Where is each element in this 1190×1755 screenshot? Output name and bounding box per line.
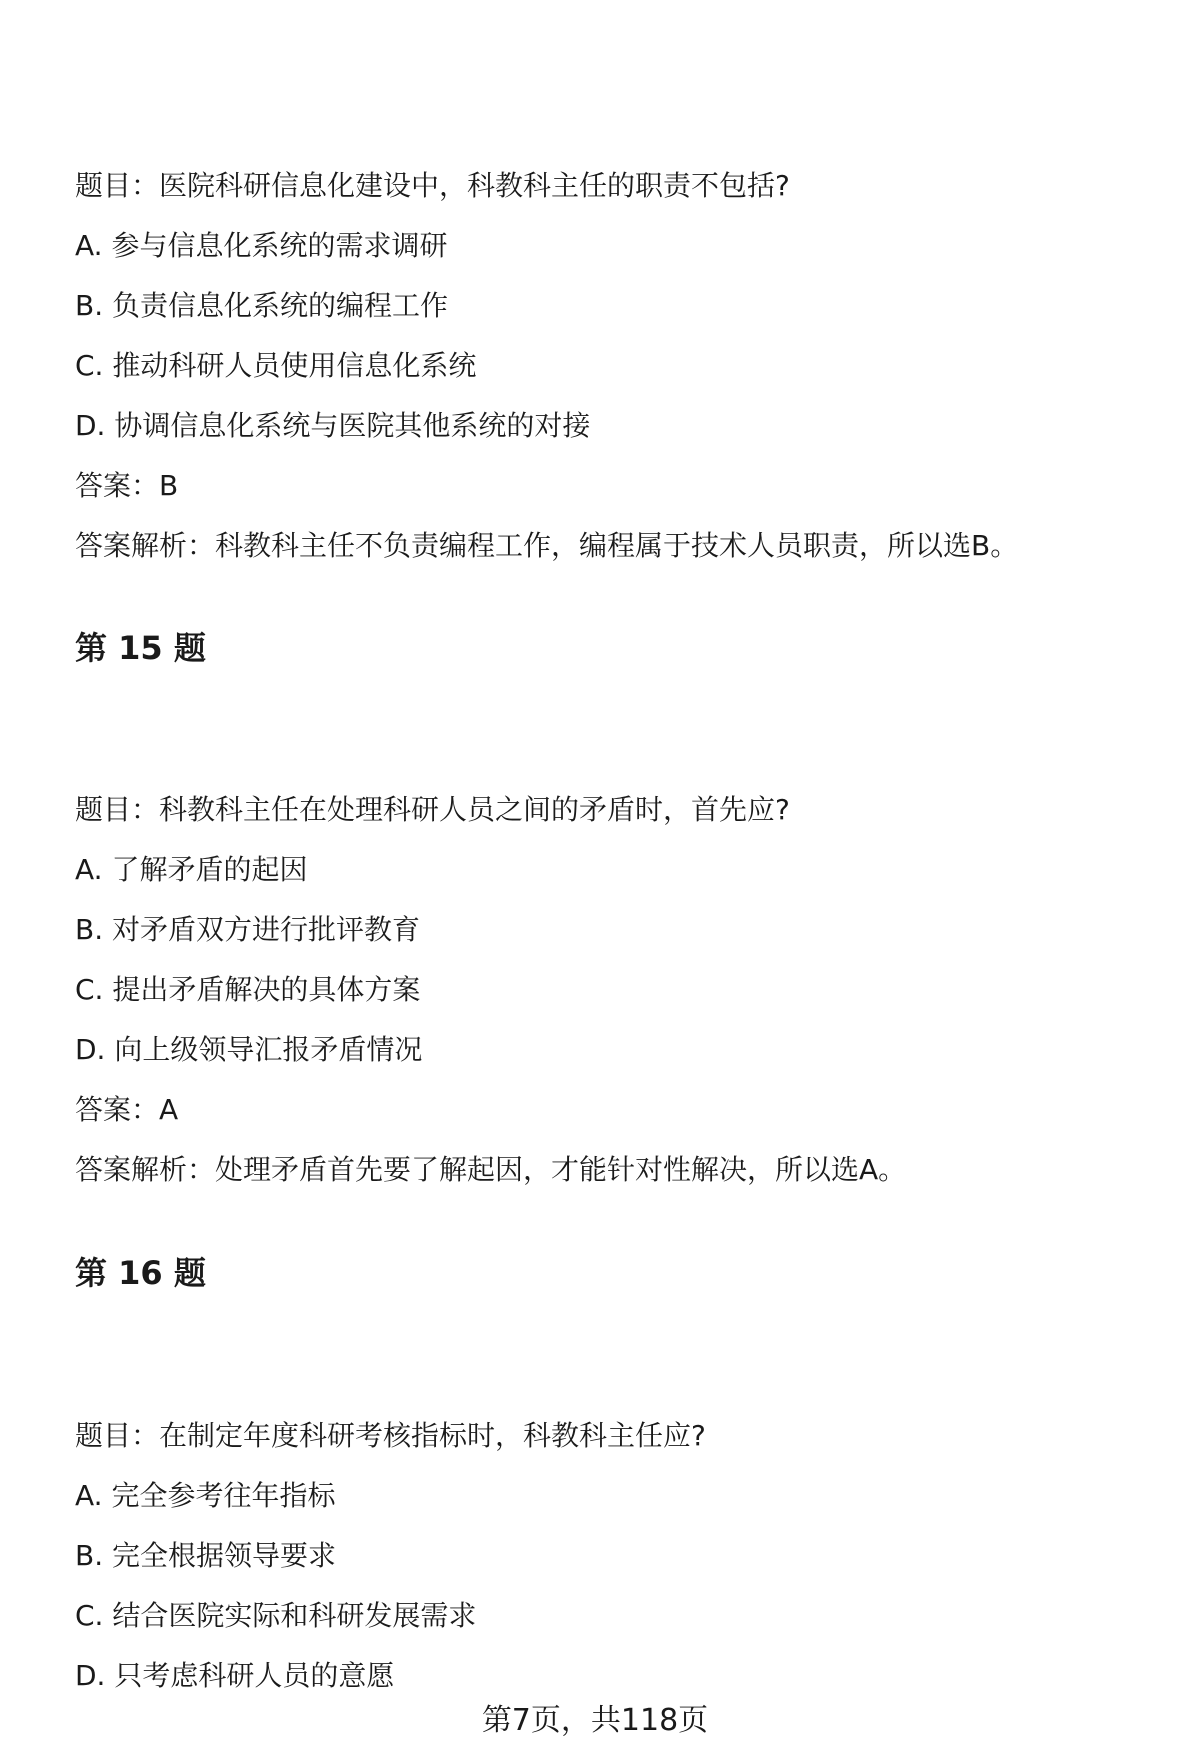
question-15-option-b: B. 对矛盾双方进行批评教育 — [75, 913, 421, 946]
question-16-option-d: D. 只考虑科研人员的意愿 — [75, 1659, 395, 1692]
question-16-option-c: C. 结合医院实际和科研发展需求 — [75, 1599, 477, 1632]
question-15-text: 题目：科教科主任在处理科研人员之间的矛盾时，首先应? — [75, 793, 790, 826]
question-16-heading: 第 16 题 — [75, 1254, 206, 1292]
question-14-option-d: D. 协调信息化系统与医院其他系统的对接 — [75, 409, 591, 442]
question-15-answer: 答案：A — [75, 1093, 179, 1126]
question-15-analysis: 答案解析：处理矛盾首先要了解起因，才能针对性解决，所以选A。 — [75, 1153, 907, 1186]
question-16-option-a: A. 完全参考往年指标 — [75, 1479, 336, 1512]
question-16-text: 题目：在制定年度科研考核指标时，科教科主任应? — [75, 1419, 706, 1452]
question-14-text: 题目：医院科研信息化建设中，科教科主任的职责不包括? — [75, 169, 790, 202]
question-16-option-b: B. 完全根据领导要求 — [75, 1539, 337, 1572]
question-14-analysis: 答案解析：科教科主任不负责编程工作，编程属于技术人员职责，所以选B。 — [75, 529, 1019, 562]
question-15-heading: 第 15 题 — [75, 629, 206, 667]
question-14-option-c: C. 推动科研人员使用信息化系统 — [75, 349, 477, 382]
question-15-option-c: C. 提出矛盾解决的具体方案 — [75, 973, 421, 1006]
question-14-option-b: B. 负责信息化系统的编程工作 — [75, 289, 449, 322]
question-15-option-a: A. 了解矛盾的起因 — [75, 853, 308, 886]
question-14-option-a: A. 参与信息化系统的需求调研 — [75, 229, 448, 262]
page-number-footer: 第7页，共118页 — [481, 1703, 709, 1738]
question-15-option-d: D. 向上级领导汇报矛盾情况 — [75, 1033, 423, 1066]
question-14-answer: 答案：B — [75, 469, 179, 502]
